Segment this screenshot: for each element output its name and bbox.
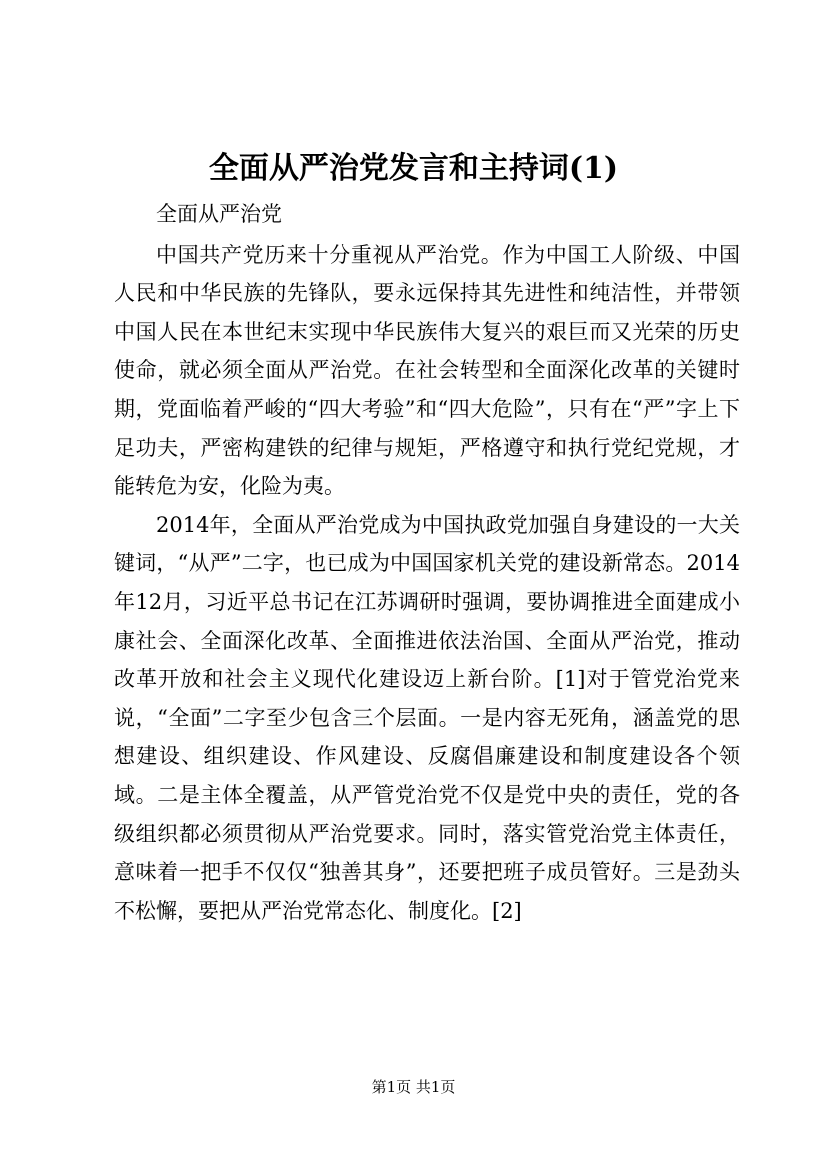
body-paragraph-1: 中国共产党历来十分重视从严治党。作为中国工人阶级、中国人民和中华民族的先锋队，要永远保持其先进性和纯洁性，并带领中国人民在本世纪末实现中华民族伟大复兴的艰巨而又光荣的历史使命，就必须全面从严治党。在社会转型和全面深化改革的关键时期，党面临着严峻的“四大考验”和“四大危险”，只有在“严”字上下足功夫，严密构建铁的纪律与规矩，严格遵守和执行党纪党规，才能转危为安，化险为夷。 — [114, 242, 740, 499]
document-body — [114, 195, 740, 930]
page-footer: 第1页 共1页 — [371, 1078, 456, 1096]
document-title: 全面从严治党发言和主持词(1) — [208, 151, 619, 186]
body-paragraph-2: 2014年，全面从严治党成为中国执政党加强自身建设的一大关键词，“从严”二字，也已成为中国国家机关党的建设新常态。2014年12月，习近平总书记在江苏调研时强调，要协调推进全面建成小康社会、全面深化改革、全面推进依法治国、全面从严治党，推动改革开放和社会主义现代化建设迈上新台阶。[1]对于管党治党来说，“全面”二字至少包含三个层面。一是内容无死角，涵盖党的思想建设、组织建设、作风建设、反腐倡廉建设和制度建设各个领域。二是主体全覆盖，从严管党治党不仅是党中央的责任，党的各级组织都必须贯彻从严治党要求。同时，落实管党治党主体责任，意味着一把手不仅仅“独善其身”，还要把班子成员管好。三是劲头不松懈，要把从严治党常态化、制度化。[2] — [114, 512, 740, 923]
section-subheading: 全面从严治党 — [156, 202, 282, 226]
